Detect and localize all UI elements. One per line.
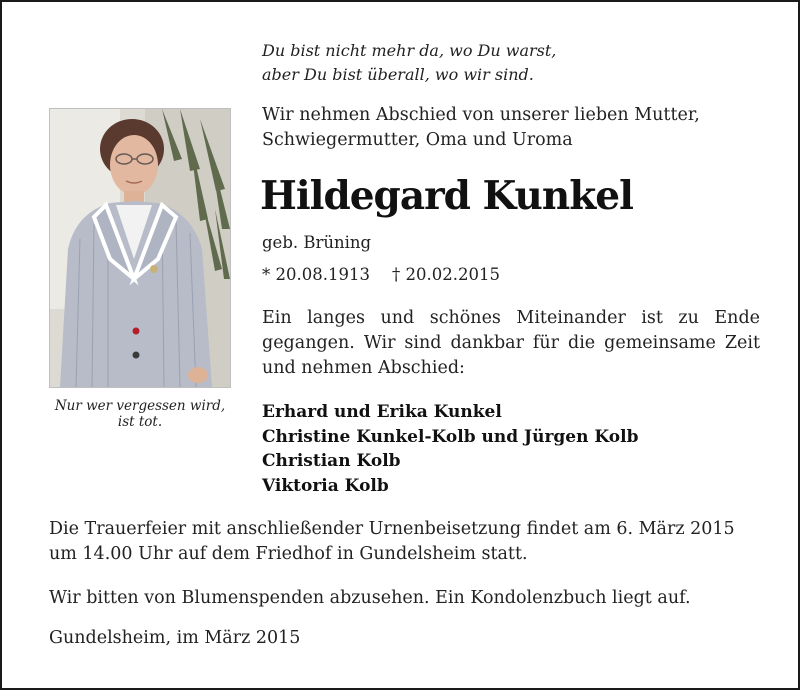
intro-line: Schwiegermutter, Oma und Uroma xyxy=(262,130,573,150)
funeral-service-info xyxy=(49,517,735,567)
mourner: Christian Kolb xyxy=(262,451,401,471)
deceased-name: Hildegard Kunkel xyxy=(260,173,633,219)
farewell-intro xyxy=(262,103,700,153)
mourner: Viktoria Kolb xyxy=(262,475,389,496)
verse-line: aber Du bist überall, wo wir sind. xyxy=(262,65,534,84)
caption-line: ist tot. xyxy=(117,414,163,430)
caption-line: Nur wer vergessen wird, xyxy=(54,398,226,414)
mourner: Christine Kunkel-Kolb und Jürgen Kolb xyxy=(262,426,639,447)
intro-line: Wir nehmen Abschied von unserer lieben Mutter, xyxy=(262,105,700,125)
life-dates xyxy=(262,264,500,286)
service-line: um 14.00 Uhr auf dem Friedhof in Gundelsheim statt. xyxy=(49,544,528,564)
flower-request: Wir bitten von Blumenspenden abzusehen. Ein Kondolenzbuch liegt auf. xyxy=(49,588,691,608)
mourners-list xyxy=(262,400,638,498)
mourner: Erhard und Erika Kunkel xyxy=(262,402,502,422)
verse-line: Du bist nicht mehr da, wo Du warst, xyxy=(262,41,557,60)
portrait-photo xyxy=(49,108,231,388)
birth-date: * 20.08.1913 xyxy=(262,265,370,284)
memorial-verse xyxy=(262,39,556,87)
place-and-date: Gundelsheim, im März 2015 xyxy=(49,628,301,648)
birth-name: geb. Brüning xyxy=(262,233,372,252)
farewell-message: Ein langes und schönes Miteinander ist zu Ende gegangen. Wir sind dankbar für die gemeinsame Zeit und nehmen Abschied: xyxy=(262,308,760,378)
photo-caption xyxy=(49,398,231,430)
death-date: † 20.02.2015 xyxy=(391,265,500,284)
service-line: Die Trauerfeier mit anschließender Urnenbeisetzung findet am 6. März 2015 xyxy=(49,519,735,539)
